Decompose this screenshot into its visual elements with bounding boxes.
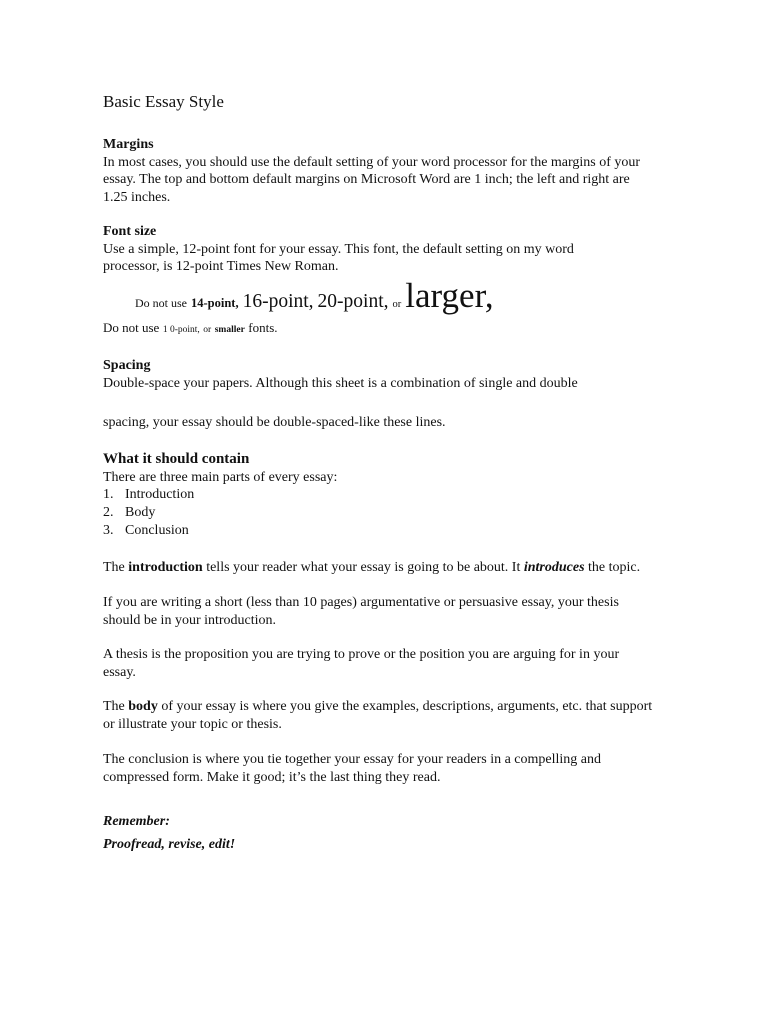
demo-small-suffix: fonts.: [248, 320, 278, 335]
body-line-1-rest: of your essay is where you give the examples, descriptions, arguments, etc. that support: [161, 699, 653, 714]
demo-large-prefix: Do not use: [135, 296, 187, 310]
demo-14-point: 14-point,: [191, 296, 239, 310]
margins-heading: Margins: [103, 137, 154, 152]
list-label: Conclusion: [125, 522, 189, 538]
margins-line-1: In most cases, you should use the default setting of your word processor for the margins of your: [103, 154, 641, 170]
font-size-heading: Font size: [103, 224, 157, 239]
intro-term: introduction: [128, 560, 203, 575]
conclusion-line-1: The conclusion is where you tie together your essay for your readers in a compelling and: [103, 752, 602, 767]
document-title: Basic Essay Style: [103, 92, 224, 111]
demo-large-or: or: [392, 299, 402, 310]
contain-intro: There are three main parts of every essay:: [103, 469, 338, 485]
spacing-line-1: Double-space your papers. Although this sheet is a combination of single and double: [103, 375, 578, 391]
small-font-demo: [103, 319, 653, 340]
list-item: [103, 522, 653, 540]
intro-pre: The: [103, 560, 125, 575]
list-number: 2.: [103, 505, 114, 521]
font-size-section: [103, 223, 653, 276]
intro-post: the topic.: [588, 560, 641, 575]
remember-text: Proofread, revise, edit!: [103, 836, 236, 852]
body-line-2: or illustrate your topic or thesis.: [103, 716, 282, 732]
conclusion-line-2: compressed form. Make it good; it’s the last thing they read.: [103, 769, 441, 785]
demo-20-point: 20-point,: [317, 291, 389, 312]
essay-parts-list: [103, 486, 653, 539]
thesis2-line-1: A thesis is the proposition you are trying to prove or the position you are arguing for in your: [103, 647, 620, 662]
contain-heading: What it should contain: [103, 451, 250, 467]
demo-10-point: 1 0-point,: [162, 325, 200, 335]
list-item: [103, 504, 653, 522]
demo-small-prefix: Do not use: [103, 320, 160, 335]
thesis1-line-1: If you are writing a short (less than 10 pages) argumentative or persuasive essay, your thesis: [103, 595, 619, 610]
spacing-section: [103, 357, 653, 392]
list-label: Body: [125, 505, 156, 521]
large-font-demo: [135, 278, 494, 313]
margins-line-2: essay. The top and bottom default margins on Microsoft Word are 1 inch; the left and right are: [103, 172, 630, 188]
spacing-heading: Spacing: [103, 358, 151, 373]
thesis2-line-2: essay.: [103, 664, 136, 680]
list-number: 1.: [103, 487, 114, 503]
list-number: 3.: [103, 522, 114, 538]
contain-section: [103, 451, 653, 540]
list-item: [103, 486, 653, 504]
remember-section: [103, 813, 653, 853]
demo-larger: larger,: [405, 276, 494, 315]
demo-smaller: smaller: [214, 325, 245, 335]
demo-16-point: 16-point,: [242, 291, 314, 312]
introduction-paragraph: [103, 559, 653, 577]
intro-verb: introduces: [523, 560, 585, 575]
thesis-paragraph-2: [103, 646, 653, 681]
body-paragraph: [103, 698, 653, 733]
thesis-paragraph-1: [103, 594, 653, 629]
conclusion-paragraph: [103, 751, 653, 786]
demo-small-or: or: [203, 325, 212, 335]
thesis1-line-2: should be in your introduction.: [103, 612, 277, 628]
intro-mid: tells your reader what your essay is going to be about. It: [206, 560, 521, 575]
remember-label: Remember:: [103, 814, 170, 829]
list-label: Introduction: [125, 487, 195, 503]
margins-section: [103, 136, 653, 207]
body-pre: The: [103, 699, 125, 714]
body-term: body: [128, 699, 158, 714]
spacing-line-2: spacing, your essay should be double-spaced-like these lines.: [103, 415, 446, 430]
font-size-line-1: Use a simple, 12-point font for your essay. This font, the default setting on my word: [103, 241, 574, 257]
font-size-line-2: processor, is 12-point Times New Roman.: [103, 259, 339, 275]
margins-line-3: 1.25 inches.: [103, 190, 171, 206]
body-line-1: [103, 698, 653, 716]
